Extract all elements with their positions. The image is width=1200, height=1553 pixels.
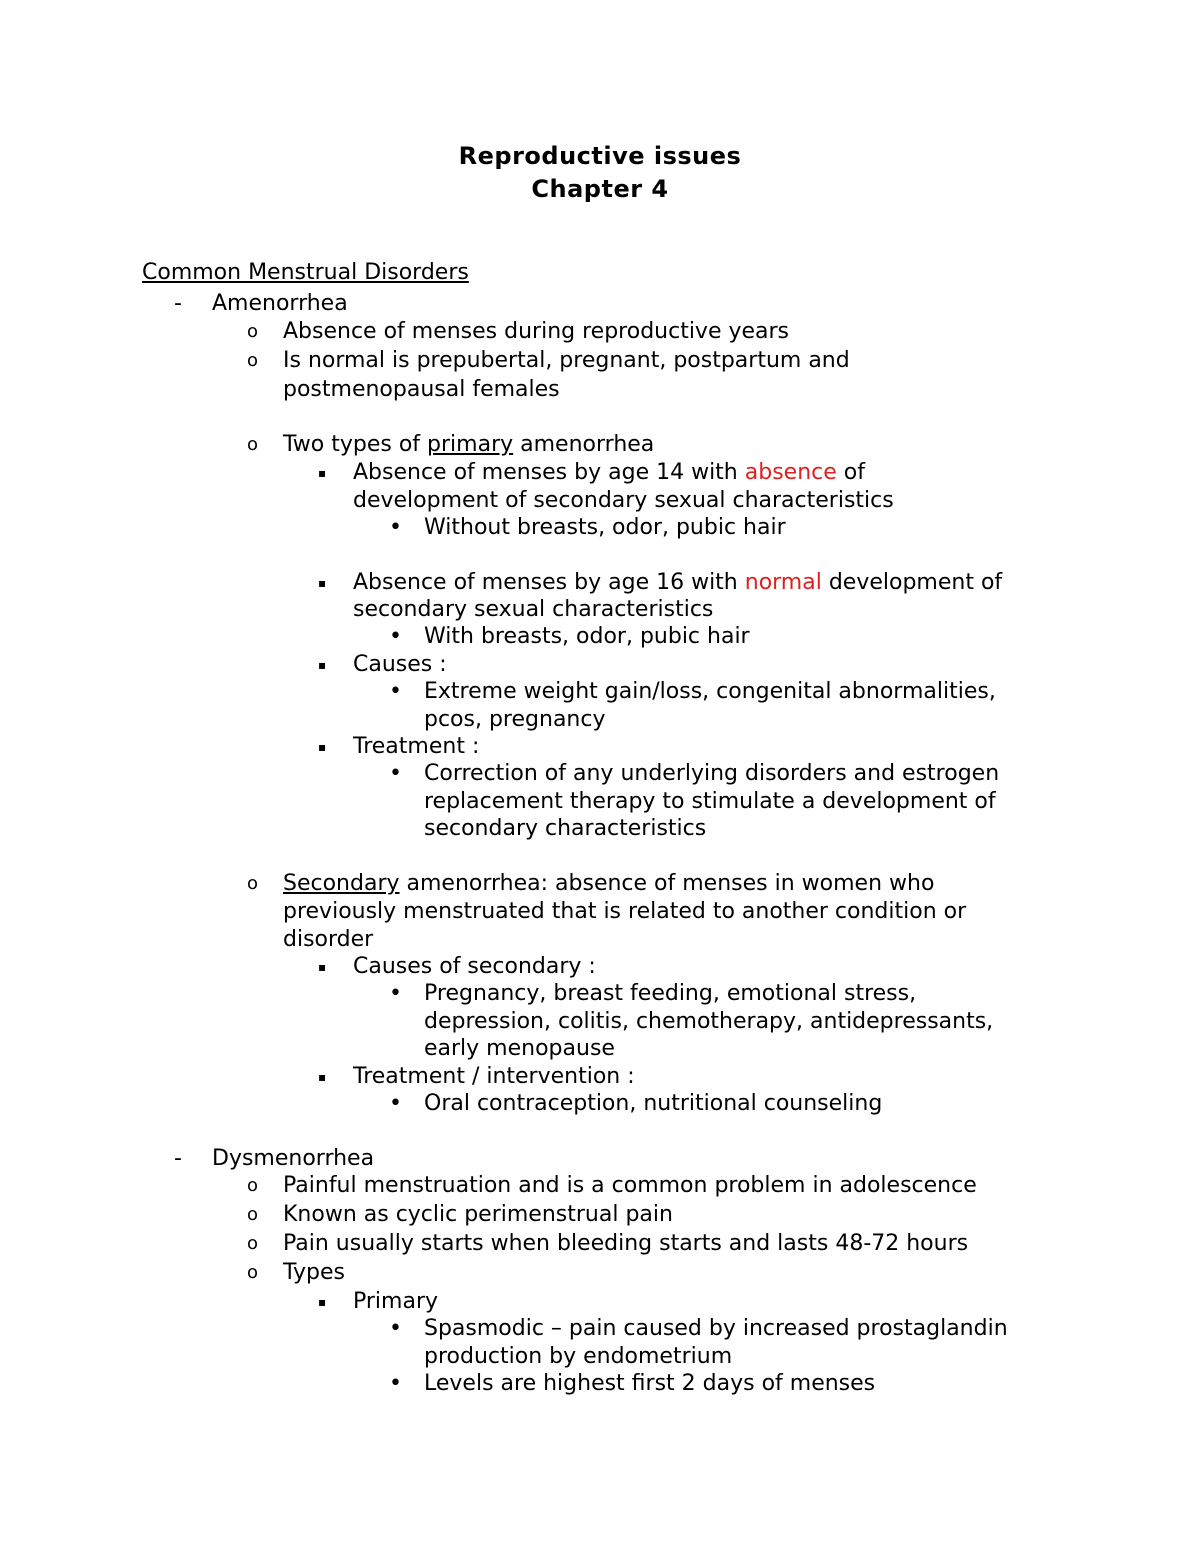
list-item: Known as cyclic perimenstrual pain [283,1202,673,1227]
list-item-secondary [283,870,934,898]
highlighted-term: normal [744,570,822,595]
list-item: Treatment / intervention : [353,1064,635,1089]
text-span: development of [821,570,1003,595]
list-item-continued: disorder [283,927,374,952]
list-item: Absence of menses during reproductive years [283,319,790,344]
circle-bullet: o [247,873,259,894]
list-item-age14 [353,459,865,487]
text-span: amenorrhea: absence of menses in women who [399,871,935,896]
list-item-continued: postmenopausal females [283,377,560,402]
list-item: Pain usually starts when bleeding starts and lasts 48-72 hours [283,1231,969,1256]
text-span: Two types of [283,432,428,457]
topic-dysmenorrhea: Dysmenorrhea [212,1146,375,1171]
circle-bullet: o [247,1233,259,1254]
list-item-continued: replacement therapy to stimulate a development of [424,789,996,814]
list-item-age16 [353,569,1002,597]
underlined-term: primary [427,432,514,457]
list-item: Pregnancy, breast feeding, emotional stress, [424,981,917,1006]
list-item: Types [283,1260,345,1285]
dash-bullet: - [174,1146,182,1171]
list-item-continued: pcos, pregnancy [424,707,606,732]
document-title: Reproductive issues [458,142,742,170]
list-item-continued: production by endometrium [424,1344,733,1369]
text-span: of [836,460,865,485]
square-bullet: ▪ [318,960,327,974]
list-item: Painful menstruation and is a common problem in adolescence [283,1173,977,1198]
list-item: Causes : [353,652,447,677]
circle-bullet: o [247,1175,259,1196]
square-bullet: ▪ [318,1295,327,1309]
list-item: Extreme weight gain/loss, congenital abnormalities, [424,679,996,704]
dot-bullet: • [389,515,402,540]
dash-bullet: - [174,291,182,316]
topic-amenorrhea: Amenorrhea [212,291,348,316]
list-item-continued: secondary characteristics [424,816,707,841]
dot-bullet: • [389,981,402,1006]
dot-bullet: • [389,1091,402,1116]
list-item-continued: secondary sexual characteristics [353,597,714,622]
list-item-primary-types [283,431,654,459]
list-item: Correction of any underlying disorders and estrogen [424,761,1000,786]
list-item: With breasts, odor, pubic hair [424,624,750,649]
list-item: Is normal is prepubertal, pregnant, postpartum and [283,348,850,373]
list-item: Without breasts, odor, pubic hair [424,515,786,540]
list-item-continued: previously menstruated that is related to another condition or [283,899,967,924]
dot-bullet: • [389,679,402,704]
square-bullet: ▪ [318,1070,327,1084]
list-item-continued: early menopause [424,1036,615,1061]
text-span: Absence of menses by age 16 with [353,570,745,595]
circle-bullet: o [247,1204,259,1225]
circle-bullet: o [247,321,259,342]
circle-bullet: o [247,434,259,455]
dot-bullet: • [389,1371,402,1396]
section-heading: Common Menstrual Disorders [142,260,469,285]
list-item-continued: development of secondary sexual characteristics [353,488,894,513]
list-item: Spasmodic – pain caused by increased prostaglandin [424,1316,1008,1341]
square-bullet: ▪ [318,466,327,480]
dot-bullet: • [389,624,402,649]
list-item: Treatment : [353,734,480,759]
dot-bullet: • [389,761,402,786]
dot-bullet: • [389,1316,402,1341]
square-bullet: ▪ [318,576,327,590]
list-item: Oral contraception, nutritional counseling [424,1091,883,1116]
text-span: amenorrhea [513,432,655,457]
circle-bullet: o [247,1262,259,1283]
circle-bullet: o [247,350,259,371]
list-item: Primary [353,1289,439,1314]
underlined-term: Secondary [283,871,400,896]
list-item: Causes of secondary : [353,954,596,979]
highlighted-term: absence [744,460,837,485]
text-span: Absence of menses by age 14 with [353,460,745,485]
list-item-continued: depression, colitis, chemotherapy, antidepressants, [424,1009,994,1034]
square-bullet: ▪ [318,658,327,672]
list-item: Levels are highest first 2 days of menses [424,1371,876,1396]
document-subtitle: Chapter 4 [531,175,669,203]
square-bullet: ▪ [318,740,327,754]
